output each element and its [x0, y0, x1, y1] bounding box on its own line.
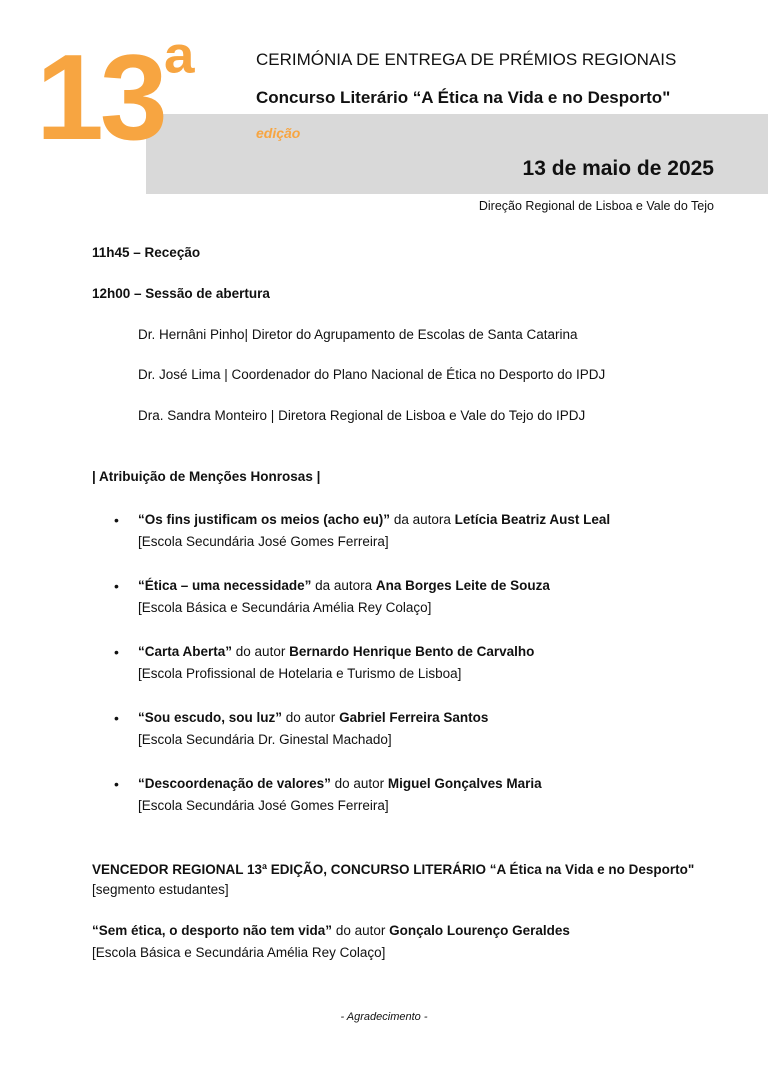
mention-connector: do autor: [232, 644, 290, 659]
bullet-icon: •: [114, 776, 119, 792]
winner-line: [92, 923, 570, 938]
bullet-icon: •: [114, 578, 119, 594]
edition-label: edição: [256, 125, 301, 141]
event-date: 13 de maio de 2025: [522, 157, 714, 180]
mention-author: Letícia Beatriz Aust Leal: [454, 512, 611, 527]
mention-line: [138, 710, 488, 725]
organizer: Direção Regional de Lisboa e Vale do Tejo: [478, 199, 714, 213]
bullet-icon: •: [114, 710, 119, 726]
bullet-icon: •: [114, 644, 119, 660]
speaker-1: Dr. Hernâni Pinho| Diretor do Agrupamento de Escolas de Santa Catarina: [138, 327, 578, 342]
ceremony-title: CERIMÓNIA DE ENTREGA DE PRÉMIOS REGIONAIS: [256, 50, 677, 69]
footer-acknowledgement: - Agradecimento -: [340, 1011, 428, 1023]
mention-school: [Escola Secundária José Gomes Ferreira]: [138, 534, 389, 549]
mention-title: “Descoordenação de valores”: [138, 776, 331, 791]
contest-title: Concurso Literário “A Ética na Vida e no Desporto": [256, 88, 671, 107]
mention-line: [138, 644, 534, 659]
mention-author: Miguel Gonçalves Maria: [387, 776, 542, 791]
winner-segment: [segmento estudantes]: [92, 882, 229, 897]
winner-school: [Escola Básica e Secundária Amélia Rey Colaço]: [92, 945, 386, 960]
mention-title: “Sou escudo, sou luz”: [138, 710, 283, 725]
winner-author: Gonçalo Lourenço Geraldes: [389, 923, 570, 938]
mention-author: Gabriel Ferreira Santos: [339, 710, 489, 725]
mention-connector: do autor: [282, 710, 340, 725]
winner-connector: do autor: [332, 923, 390, 938]
mention-school: [Escola Básica e Secundária Amélia Rey Colaço]: [138, 600, 432, 615]
mention-title: “Carta Aberta”: [138, 644, 233, 659]
mention-connector: do autor: [330, 776, 388, 791]
mention-line: [138, 776, 542, 791]
speaker-3: Dra. Sandra Monteiro | Diretora Regional de Lisboa e Vale do Tejo do IPDJ: [138, 408, 586, 423]
edition-ordinal: ª: [163, 27, 191, 121]
schedule-reception: 11h45 – Receção: [92, 245, 201, 260]
mention-school: [Escola Profissional de Hotelaria e Turismo de Lisboa]: [138, 666, 462, 681]
mention-connector: da autora: [390, 512, 455, 527]
mention-author: Ana Borges Leite de Souza: [375, 578, 550, 593]
mention-author: Bernardo Henrique Bento de Carvalho: [289, 644, 535, 659]
header-band: [146, 114, 768, 194]
honorable-heading: | Atribuição de Menções Honrosas |: [92, 469, 321, 484]
mention-title: “Ética – uma necessidade”: [138, 578, 312, 593]
mention-school: [Escola Secundária José Gomes Ferreira]: [138, 798, 389, 813]
mention-school: [Escola Secundária Dr. Ginestal Machado]: [138, 732, 392, 747]
mention-connector: da autora: [311, 578, 376, 593]
bullet-icon: •: [114, 512, 119, 528]
mention-title: “Os fins justificam os meios (acho eu)”: [138, 512, 391, 527]
edition-number: [36, 27, 191, 165]
winner-title: “Sem ética, o desporto não tem vida”: [92, 923, 333, 938]
mention-line: [138, 512, 610, 527]
schedule-opening: 12h00 – Sessão de abertura: [92, 286, 270, 301]
edition-number-digits: 13: [36, 29, 164, 165]
speaker-2: Dr. José Lima | Coordenador do Plano Nacional de Ética no Desporto do IPDJ: [138, 367, 606, 382]
mention-line: [138, 578, 550, 593]
winner-heading: VENCEDOR REGIONAL 13ª EDIÇÃO, CONCURSO LITERÁRIO “A Ética na Vida e no Desporto": [92, 862, 695, 877]
